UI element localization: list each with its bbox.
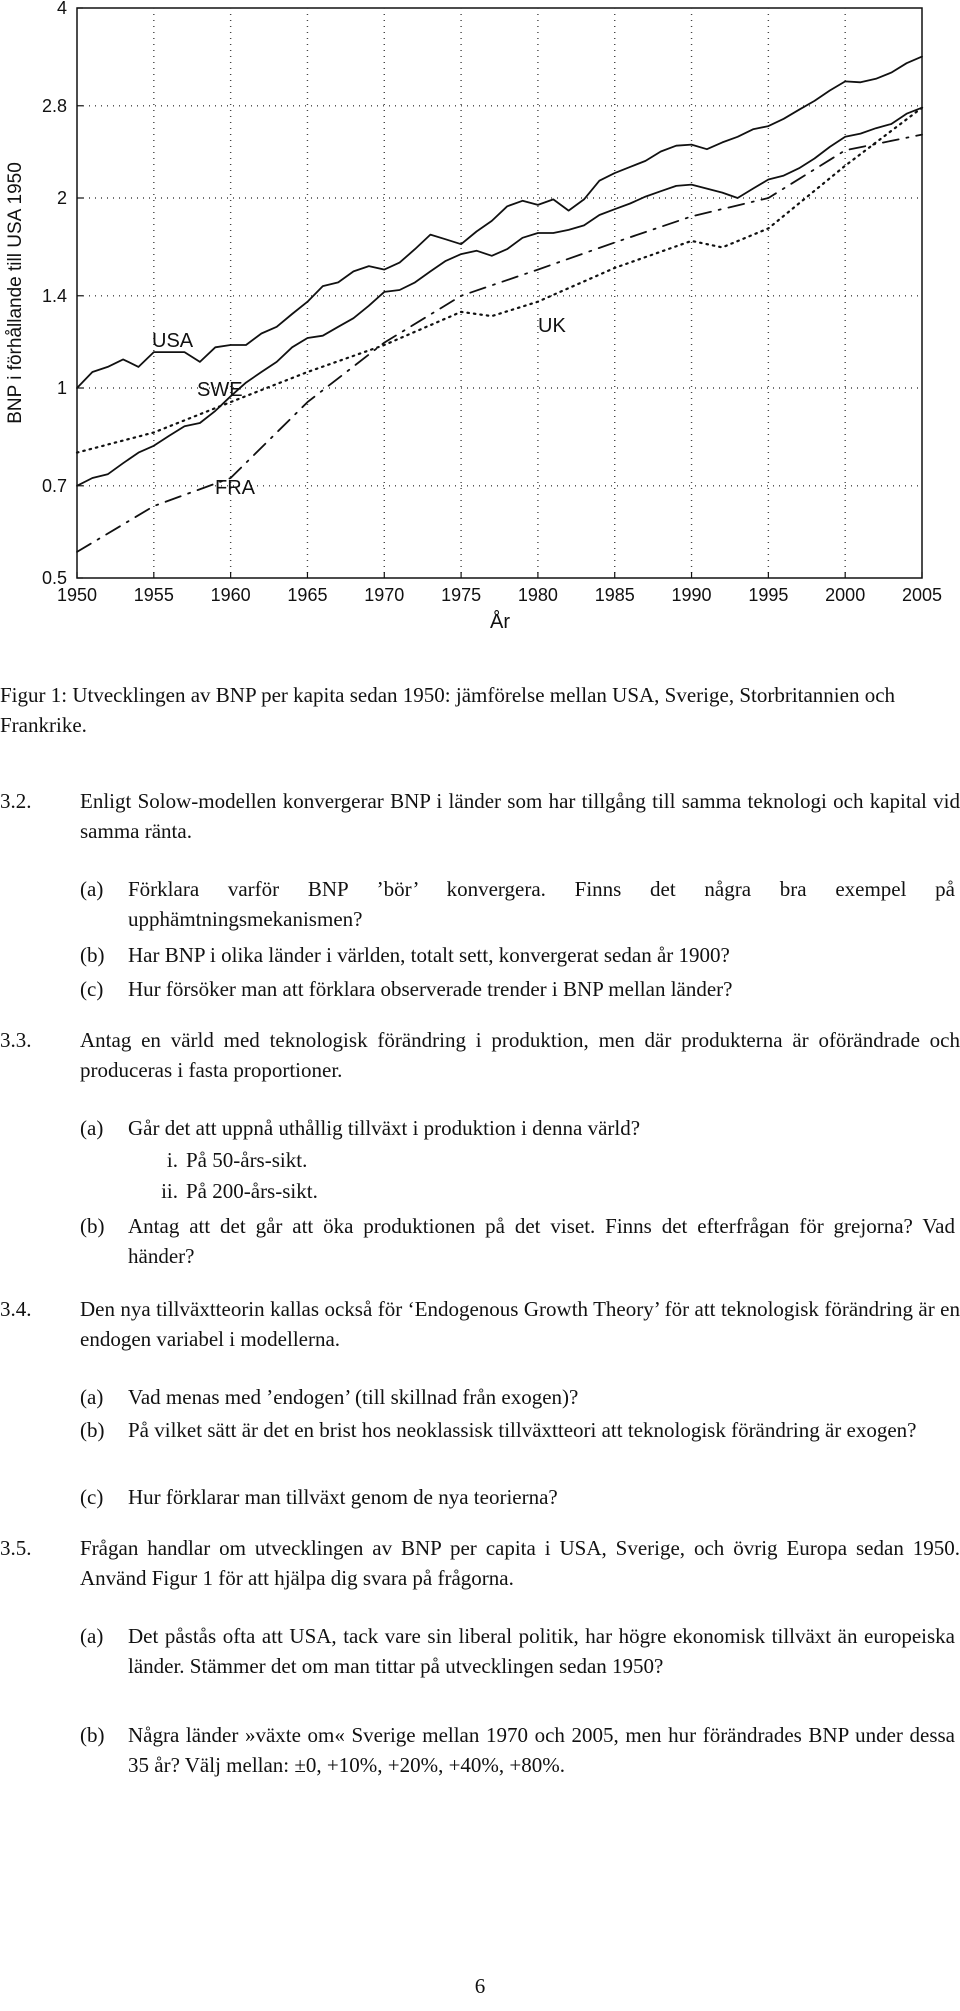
item-3-4-a [80, 1382, 955, 1412]
item-3-5-a [80, 1621, 955, 1681]
gdp-chart [0, 0, 960, 640]
y-tick-label: 2.8 [41, 95, 67, 116]
x-tick-label: 1960 [210, 585, 251, 605]
question-text: Antag en värld med teknologisk förändring i produktion, men där produkterna är oförändrade och produceras i fasta proportioner. [80, 1028, 960, 1082]
series-label-swe: SWE [197, 379, 243, 401]
page-number: 6 [474, 1974, 486, 1998]
series-label-usa: USA [152, 330, 194, 352]
y-tick-label: 1 [56, 378, 67, 398]
x-tick-label: 1955 [133, 585, 174, 605]
figure-caption: Figur 1: Utvecklingen av BNP per kapita sedan 1950: jämförelse mellan USA, Sverige, Storbritannien och Frankrike. [0, 683, 896, 737]
question-3-4 [0, 1294, 960, 1354]
x-tick-label: 1995 [748, 585, 789, 605]
question-number: 3.4. [0, 1297, 32, 1321]
item-label: (c) [80, 977, 104, 1001]
item-text: Förklara varför BNP ’bör’ konvergera. Finns det några bra exempel på upphämtningsmekanismen? [128, 877, 955, 931]
y-tick-labels [42, 0, 67, 588]
x-tick-label: 1965 [287, 585, 328, 605]
subitem-label: ii. [161, 1179, 178, 1203]
item-label: (a) [80, 877, 104, 901]
x-tick-label: 1970 [364, 585, 405, 605]
item-text: Hur förklarar man tillväxt genom de nya teorierna? [128, 1485, 558, 1509]
x-tick-label: 2000 [825, 585, 866, 605]
x-tick-label: 1950 [56, 585, 98, 605]
question-text: Enligt Solow-modellen konvergerar BNP i länder som har tillgång till samma teknologi och kapital vid samma ränta. [80, 789, 960, 843]
item-3-2-b [80, 940, 955, 970]
series-label-uk: UK [538, 315, 566, 337]
y-axis-label: BNP i förhållande till USA 1950 [5, 162, 26, 424]
item-text: På vilket sätt är det en brist hos neoklassisk tillväxtteori att teknologisk förändring är exogen? [128, 1418, 917, 1442]
question-text: Den nya tillväxtteorin kallas också för ‘Endogenous Growth Theory’ för att teknologisk förändring är en endogen variabel i modellerna. [80, 1297, 960, 1351]
x-tick-label: 1980 [517, 585, 558, 605]
x-tick-labels [57, 585, 942, 605]
x-axis-label: År [490, 611, 510, 633]
subitem-3-3-a-i [142, 1145, 842, 1175]
item-3-3-a [80, 1113, 955, 1143]
subitem-label: i. [166, 1148, 178, 1172]
item-label: (b) [80, 1418, 105, 1442]
item-label: (b) [80, 943, 105, 967]
x-tick-label: 1975 [441, 585, 482, 605]
series-line-swe [77, 108, 922, 486]
plot-frame [77, 8, 922, 578]
item-text: Några länder »växte om« Sverige mellan 1970 och 2005, men hur förändrades BNP under dessa 35 år? Välj mellan: ±0, +10%, +20%, +40%, +80%. [128, 1723, 955, 1777]
item-label: (b) [80, 1723, 105, 1747]
chart-grid [77, 8, 922, 578]
y-tick-label: 2 [56, 188, 67, 208]
item-3-2-c [80, 974, 955, 1004]
question-number: 3.5. [0, 1536, 32, 1560]
y-tick-label: 1.4 [41, 285, 67, 306]
item-3-3-b [80, 1211, 955, 1271]
item-3-5-b [80, 1720, 955, 1780]
item-text: Vad menas med ’endogen’ (till skillnad från exogen)? [128, 1385, 579, 1409]
question-3-5 [0, 1533, 960, 1593]
item-3-4-c [80, 1482, 955, 1512]
item-text: Går det att uppnå uthållig tillväxt i produktion i denna värld? [128, 1116, 641, 1140]
subitem-text: På 200-års-sikt. [186, 1179, 318, 1203]
item-label: (b) [80, 1214, 105, 1238]
item-3-4-b [80, 1415, 955, 1445]
item-label: (c) [80, 1485, 104, 1509]
series-lines [77, 57, 922, 552]
item-text: Antag att det går att öka produktionen på det viset. Finns det efterfrågan för grejorna? Vad händer? [128, 1214, 955, 1268]
item-text: Har BNP i olika länder i världen, totalt sett, konvergerat sedan år 1900? [128, 943, 730, 967]
x-tick-label: 1990 [671, 585, 712, 605]
question-3-2 [0, 786, 960, 846]
item-text: Hur försöker man att förklara observerade trender i BNP mellan länder? [128, 977, 733, 1001]
item-text: Det påstås ofta att USA, tack vare sin liberal politik, har högre ekonomisk tillväxt än europeiska länder. Stämmer det om man tittar på utvecklingen sedan 1950? [128, 1624, 955, 1678]
question-number: 3.3. [0, 1028, 32, 1052]
question-text: Frågan handlar om utvecklingen av BNP per capita i USA, Sverige, och övrig Europa sedan 1950. Använd Figur 1 för att hjälpa dig svara på frågorna. [80, 1536, 960, 1590]
series-line-fra [77, 135, 922, 552]
subitem-text: På 50-års-sikt. [186, 1148, 308, 1172]
x-tick-label: 1985 [594, 585, 635, 605]
y-tick-label: 0.5 [41, 568, 67, 588]
question-number: 3.2. [0, 789, 32, 813]
y-tick-label: 0.7 [41, 475, 67, 496]
series-label-fra: FRA [215, 477, 255, 499]
item-3-2-a [80, 874, 955, 934]
item-label: (a) [80, 1116, 104, 1140]
subitem-3-3-a-ii [142, 1176, 842, 1206]
y-tick-label: 4 [56, 0, 67, 18]
question-3-3 [0, 1025, 960, 1085]
item-label: (a) [80, 1624, 104, 1648]
item-label: (a) [80, 1385, 104, 1409]
x-tick-label: 2005 [901, 585, 943, 605]
